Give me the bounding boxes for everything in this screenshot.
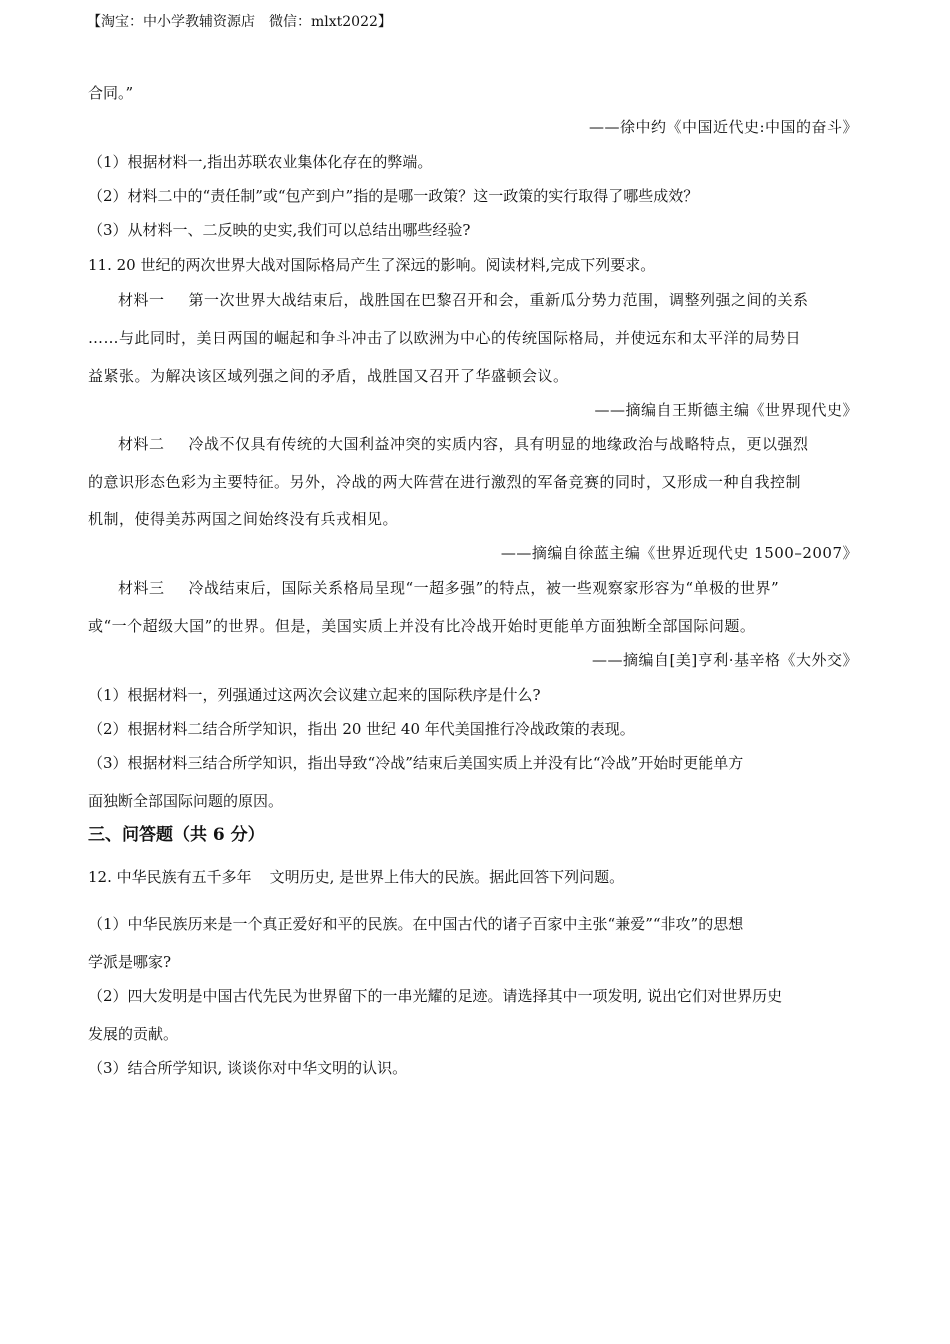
q10-source: ——徐中约《中国近代史:中国的奋斗》 <box>588 118 858 136</box>
q11-material3-line1: 材料三 冷战结束后，国际关系格局呈现“一超多强”的特点，被一些观察家形容为“单极的世界” <box>118 579 780 597</box>
q12-sub3: （3）结合所学知识, 谈谈你对中华文明的认识。 <box>88 1059 408 1077</box>
section-heading: 三、问答题（共 6 分） <box>88 825 265 845</box>
q11-sub3-line1: （3）根据材料三结合所学知识，指出导致“冷战”结束后美国实质上并没有比“冷战”开始时更能单方 <box>88 754 744 772</box>
q11-material3-source: ——摘编自[美]亨利·基辛格《大外交》 <box>592 651 858 669</box>
q10-tail-text: 合同。” <box>88 84 134 102</box>
material3-label: 材料三 <box>118 579 165 597</box>
q10-sub3: （3）从材料一、二反映的史实,我们可以总结出哪些经验? <box>88 221 471 239</box>
q11-material1-source: ——摘编自王斯德主编《世界现代史》 <box>594 401 858 419</box>
q11-sub3-line2: 面独断全部国际问题的原因。 <box>88 792 284 810</box>
q12-sub2-line2: 发展的贡献。 <box>88 1025 179 1043</box>
q11-material2-source: ——摘编自徐蓝主编《世界近现代史 1500–2007》 <box>500 544 858 562</box>
q12-title: 12. 中华民族有五千多年 文明历史, 是世界上伟大的民族。据此回答下列问题。 <box>88 868 625 886</box>
q12-sub1-line2: 学派是哪家? <box>88 953 172 971</box>
q10-sub2: （2）材料二中的“责任制”或“包产到户”指的是哪一政策？这一政策的实行取得了哪些成效？ <box>88 187 699 205</box>
material2-label: 材料二 <box>118 435 165 453</box>
q11-sub1: （1）根据材料一，列强通过这两次会议建立起来的国际秩序是什么? <box>88 686 541 704</box>
q11-title: 11. 20 世纪的两次世界大战对国际格局产生了深远的影响。阅读材料,完成下列要求。 <box>88 256 656 274</box>
q11-material2-line2: 的意识形态色彩为主要特征。另外，冷战的两大阵营在进行激烈的军备竞赛的同时，又形成一种自我控制 <box>88 473 802 491</box>
q11-material2-line3: 机制，使得美苏两国之间始终没有兵戎相见。 <box>88 510 399 528</box>
q11-material2-line1: 材料二 冷战不仅具有传统的大国利益冲突的实质内容，具有明显的地缘政治与战略特点，更以强烈 <box>118 435 809 453</box>
page-header: 【淘宝：中小学教辅资源店 微信：mlxt2022】 <box>87 14 392 30</box>
q11-sub2: （2）根据材料二结合所学知识，指出 20 世纪 40 年代美国推行冷战政策的表现。 <box>88 720 635 738</box>
material1-label: 材料一 <box>118 291 165 309</box>
q12-sub2-line1: （2）四大发明是中国古代先民为世界留下的一串光耀的足迹。请选择其中一项发明, 说出它们对世界历史 <box>88 987 783 1005</box>
q11-material1-line1: 材料一 第一次世界大战结束后，战胜国在巴黎召开和会，重新瓜分势力范围，调整列强之间的关系 <box>118 291 809 309</box>
q11-material3-line2: 或“一个超级大国”的世界。但是，美国实质上并没有比冷战开始时更能单方面独断全部国际问题。 <box>88 617 756 635</box>
q11-material1-line2: ……与此同时，美日两国的崛起和争斗冲击了以欧洲为中心的传统国际格局，并使远东和太平洋的局势日 <box>88 329 802 347</box>
q10-sub1: （1）根据材料一,指出苏联农业集体化存在的弊端。 <box>88 153 433 171</box>
q12-sub1-line1: （1）中华民族历来是一个真正爱好和平的民族。在中国古代的诸子百家中主张“兼爱”“非攻”的思想 <box>88 915 744 933</box>
q11-material1-line3: 益紧张。为解决该区域列强之间的矛盾，战胜国又召开了华盛顿会议。 <box>88 367 569 385</box>
